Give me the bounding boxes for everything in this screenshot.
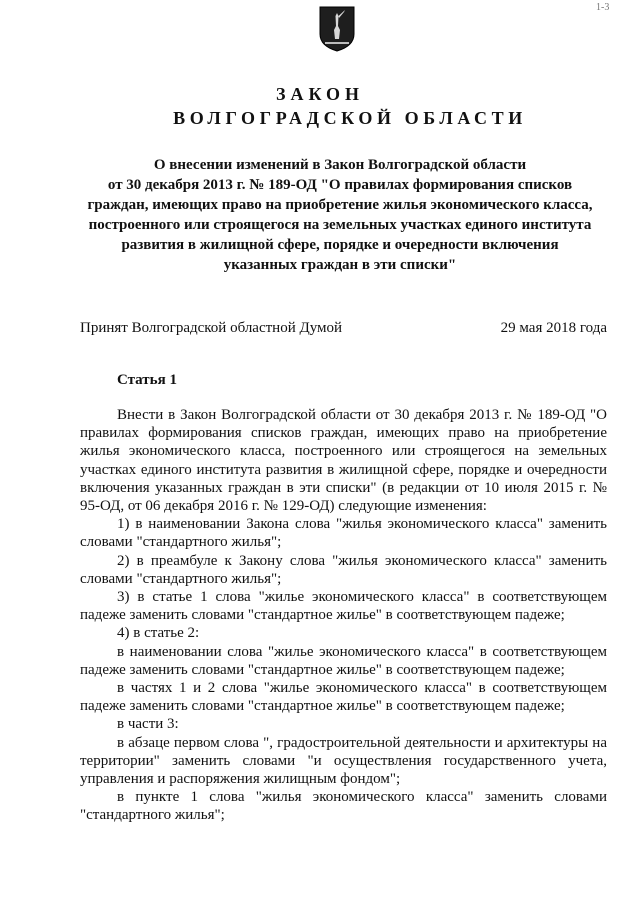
- article-heading: Статья 1: [117, 372, 177, 388]
- article-paragraph: 2) в преамбуле к Закону слова "жилья экономического класса" заменить словами "стандартного жилья";: [80, 552, 607, 587]
- subject-line: указанных граждан в эти списки": [223, 257, 457, 273]
- adopted-date: 29 мая 2018 года: [500, 320, 607, 336]
- article-paragraph: в абзаце первом слова ", градостроительной деятельности и архитектуры на территории" заменить словами "и осуществления государственного учета, управления и распоряжения жилищным фондом";: [80, 734, 607, 788]
- article-paragraph: в пункте 1 слова "жилья экономического класса" заменить словами "стандартного жилья";: [80, 789, 607, 824]
- page-number: 1-3: [596, 2, 610, 13]
- subject-line: развития в жилищной сфере, порядке и очередности включения: [121, 237, 559, 253]
- law-subject: [0, 155, 640, 275]
- subject-line: от 30 декабря 2013 г. № 189-ОД "О правилах формирования списков: [107, 177, 573, 193]
- adopted-by: Принят Волгоградской областной Думой: [80, 320, 343, 336]
- subject-line: О внесении изменений в Закон Волгоградской области: [153, 157, 527, 173]
- subject-line: граждан, имеющих право на приобретение жилья экономического класса,: [87, 197, 593, 213]
- article-body: [80, 406, 607, 825]
- article-paragraph: 3) в статье 1 слова "жилье экономического класса" в соответствующем падеже заменить словами "стандартное жилье" в соответствующем падеже;: [80, 589, 607, 624]
- adoption-line: [80, 320, 607, 337]
- article-paragraph: в наименовании слова "жилье экономического класса" в соответствующем падеже заменить словами "стандартное жилье" в соответствующем падеже;: [80, 643, 607, 678]
- article-paragraph: 4) в статье 2:: [117, 625, 200, 642]
- article-paragraph: в части 3:: [117, 716, 179, 733]
- article-paragraph: в частях 1 и 2 слова "жилье экономического класса" в соответствующем падеже заменить словами "стандартное жилье" в соответствующем падеже;: [80, 680, 607, 715]
- subject-line: построенного или строящегося на земельных участках единого института: [88, 217, 592, 233]
- article-paragraph: Внести в Закон Волгоградской области от 30 декабря 2013 г. № 189-ОД "О правилах формирования списков граждан, имеющих право на приобретение жилья экономического класса, построенного или строящегося на земельных участках единого института развития в жилищной сфере, порядке и очередности включения указанных граждан в эти списки" (в редакции от 10 июля 2015 г. № 95-ОД, от 06 декабря 2016 г. № 129-ОД) следующие изменения:: [80, 407, 607, 515]
- article-paragraph: 1) в наименовании Закона слова "жилья экономического класса" заменить словами "стандартного жилья";: [80, 516, 607, 551]
- coat-of-arms-emblem: [319, 6, 355, 52]
- law-region-title: ВОЛГОГРАДСКОЙ ОБЛАСТИ: [173, 108, 527, 128]
- law-title: ЗАКОН: [275, 84, 365, 104]
